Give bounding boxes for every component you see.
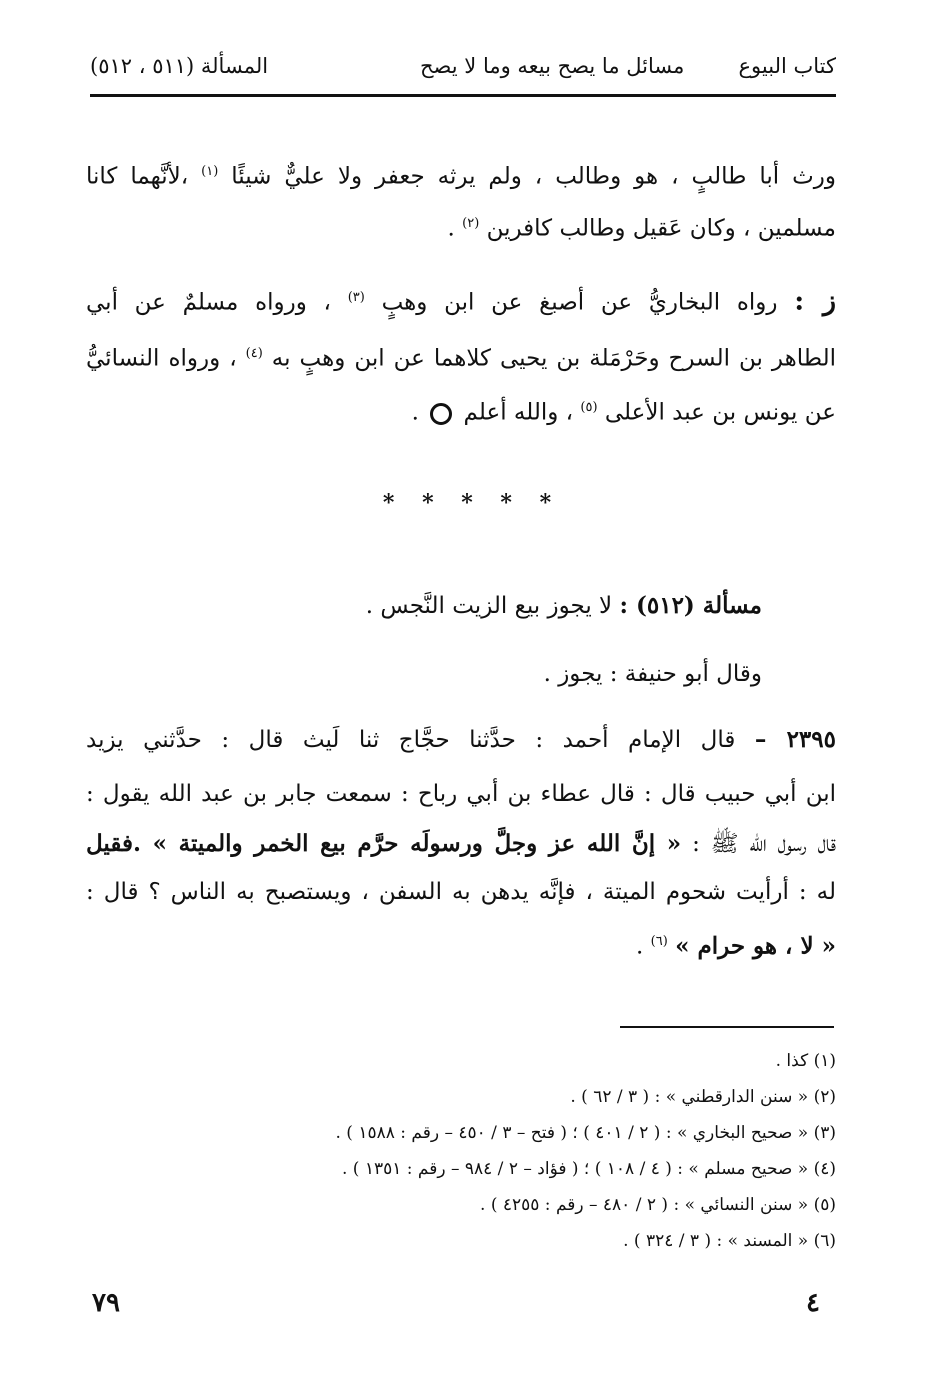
issue-heading [86,586,762,626]
text-segment: قال الإمام أحمد : حدَّثنا حجَّاج ثنا لَيث قال : حدَّثني يزيد [86,727,736,753]
text-segment: . [447,215,455,242]
text-segment: وقال أبو حنيفة : يجوز . [543,661,762,687]
text-segment: ابن أبي حبيب قال : قال عطاء بن أبي رباح : سمعت جابر بن عبد الله يقول : [86,781,836,807]
footnote-ref: (١) [201,164,219,179]
text-segment: . [636,933,644,960]
text-segment: ، ورواه النسائيُّ [86,345,237,372]
text-segment: لا يجوز بيع الزيت النَّجس . [365,593,613,619]
zawaid-mark: ز : [794,285,837,317]
header-chapter-title: مسائل ما يصح بيعه وما لا يصح [420,54,685,78]
text-segment: الطاهر بن السرح وحَرْمَلة بن يحيى كلاهما عن ابن وهبٍ به [271,345,837,372]
text-segment: رواه البخاريُّ عن أصبغ عن ابن وهبٍ [381,289,778,316]
text-segment: ،لأنَّهما كانا [86,163,189,190]
text-segment: قال رسول الله ﷺ : [692,831,837,857]
footnote: (٣) « صحيح البخاري » : ( ٢ / ٤٠١ ) ؛ ( فتح – ٣ / ٤٥٠ – رقم : ١٥٨٨ ) . [335,1123,836,1143]
footnote: (٥) « سنن النسائي » : ( ٢ / ٤٨٠ – رقم : ٤٢٥٥ ) . [480,1195,836,1215]
footnote-ref: (٦) [650,934,668,949]
hadith-matn: « إنَّ الله عز وجلَّ ورسولَه حرَّم بيع الخمر والميتة » .فقيل [86,830,682,857]
text-segment: . [411,399,419,426]
issue-label: مسألة (٥١٢) : [619,592,762,619]
footnote-ref: (٣) [347,290,365,305]
running-header [90,50,836,86]
header-book-title: كتاب البيوع [738,54,836,78]
hadith-matn: « لا ، هو حرام » [675,932,836,960]
text-line [86,720,836,760]
text-line [86,774,836,814]
text-line [86,152,836,197]
footnote-ref: (٤) [245,346,263,361]
text-line [86,278,836,323]
text-segment: ، والله أعلم [463,399,574,426]
text-line [86,204,836,249]
text-segment: له : أرأيت شحوم الميتة ، فإنَّه يدهن به السفن ، ويستصبح به الناس ؟ قال : [86,879,836,905]
text-line [86,334,836,379]
footnote-ref: (٢) [462,216,480,231]
text-line [86,824,836,864]
hadith-number: ٢٣٩٥ – [754,726,836,753]
footnote-rule [620,1026,834,1028]
text-line [86,922,836,967]
page-number: ٧٩ [92,1288,120,1318]
end-circle-icon [430,403,452,425]
footnote: (١) كذا . [775,1051,836,1071]
footnote: (٢) « سنن الدارقطني » : ( ٣ / ٦٢ ) . [570,1087,836,1107]
footnote: (٦) « المسند » : ( ٣ / ٣٢٤ ) . [623,1231,836,1251]
text-segment: عن يونس بن عبد الأعلى [604,399,836,426]
text-line [86,872,836,912]
text-segment: ورث أبا طالبٍ ، هو وطالب ، ولم يرثه جعفر ولا عليٌّ شيئًا [231,163,837,190]
text-line [86,388,836,433]
footnote: (٤) « صحيح مسلم » : ( ٤ / ١٠٨ ) ؛ ( فؤاد – ٢ / ٩٨٤ – رقم : ١٣٥١ ) . [342,1159,836,1179]
text-segment: ، ورواه مسلمٌ عن أبي [86,289,331,316]
footnote-ref: (٥) [580,400,598,415]
text-line [86,654,762,694]
volume-number: ٤ [806,1288,820,1318]
text-segment: مسلمين ، وكان عَقيل وطالب كافرين [486,215,836,242]
header-rule [90,94,836,97]
header-issue-range: المسألة (٥١١ ، ٥١٢) [90,54,269,78]
section-separator: * * * * * [382,490,562,516]
